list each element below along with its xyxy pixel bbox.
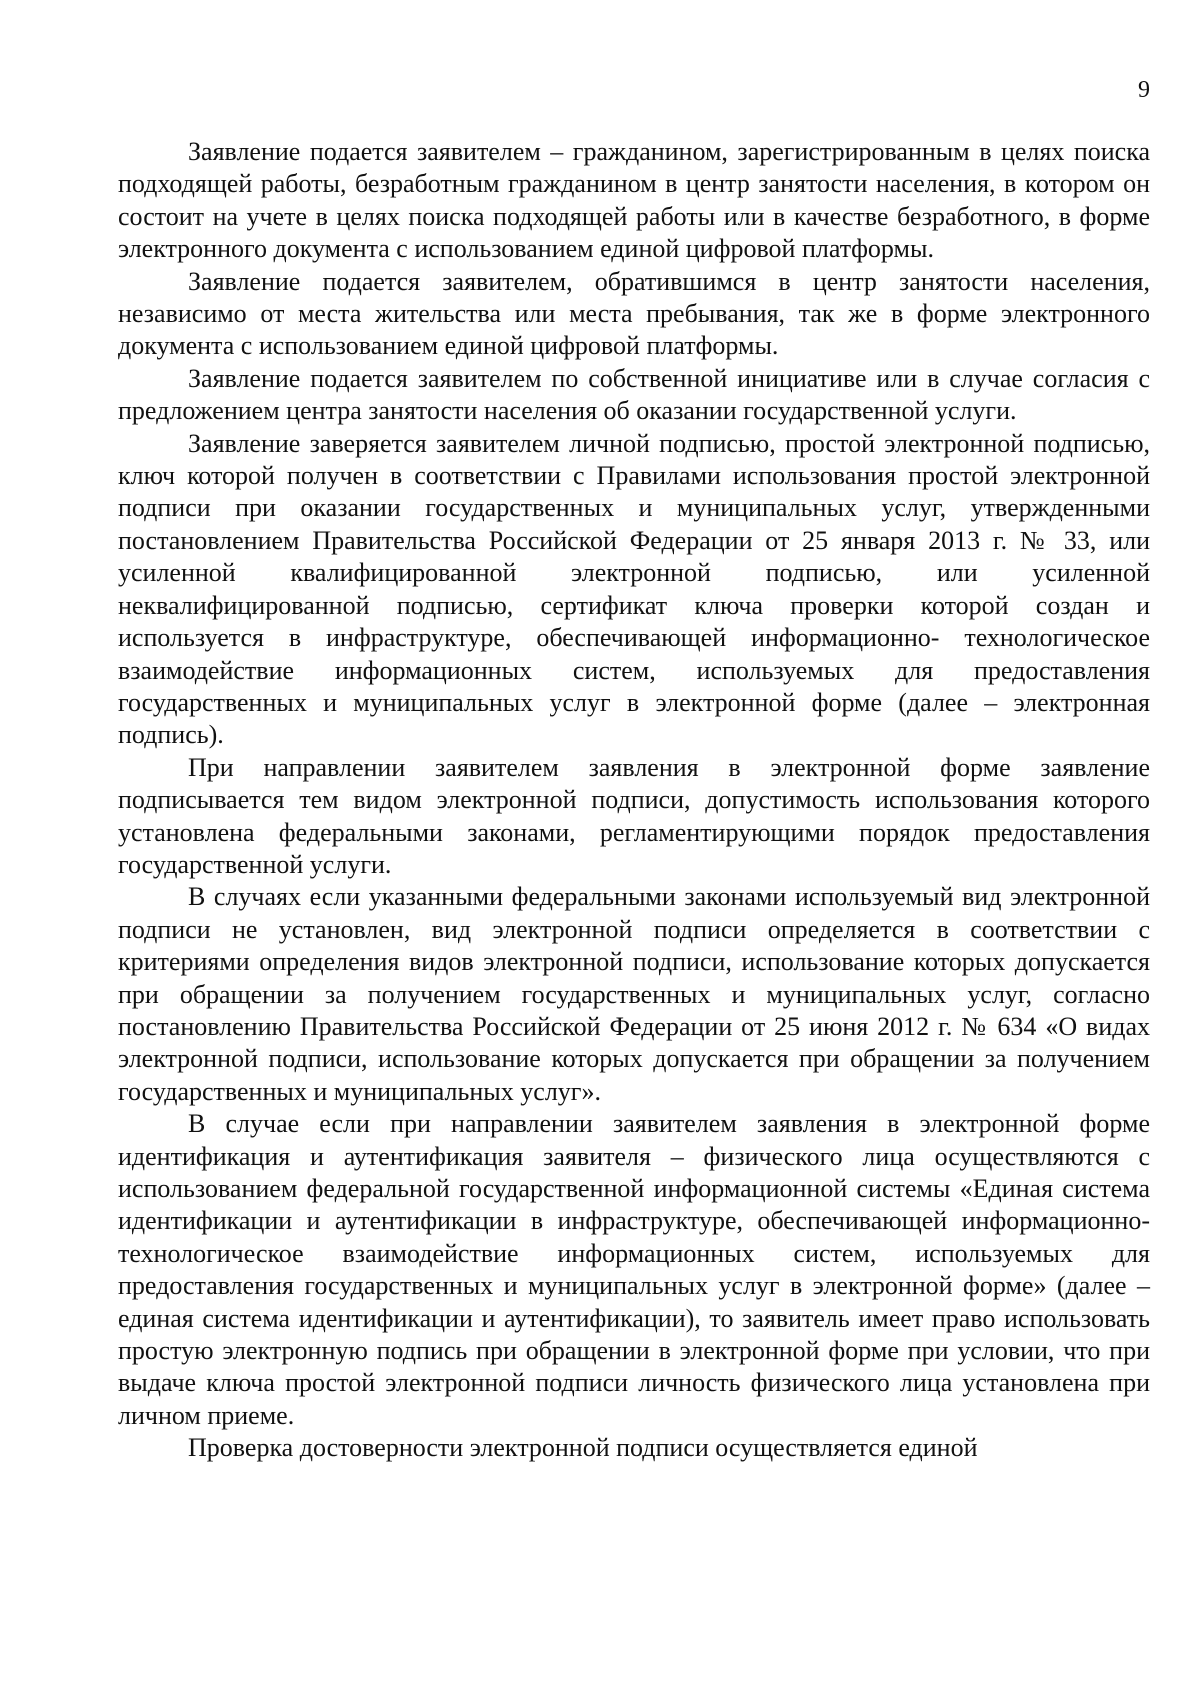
paragraph: Заявление подается заявителем по собственной инициативе или в случае согласия с предложением центра занятости населения об оказании государственной услуги. [118,363,1150,426]
document-body [118,136,1150,1465]
paragraph: Заявление подается заявителем – гражданином, зарегистрированным в целях поиска подходящей работы, безработным гражданином в центр занятости населения, в котором он состоит на учете в целях поиска подходящей работы или в качестве безработного, в форме электронного документа с использованием единой цифровой платформы. [118,137,1150,264]
page-number: 9 [1138,77,1150,103]
paragraph: В случаях если указанными федеральными законами используемый вид электронной подписи не установлен, вид электронной подписи определяется в соответствии с критериями определения видов электронной подписи, использование которых допускается при обращении за получением государственных и муниципальных услуг, согласно постановлению Правительства Российской Федерации от 25 июня 2012 г. № 634 «О видах электронной подписи, использование которых допускается при обращении за получением государственных и муниципальных услуг». [118,882,1150,1106]
paragraph: В случае если при направлении заявителем заявления в электронной форме идентификация и аутентификация заявителя – физического лица осуществляются с использованием федеральной государственной информационной системы «Единая система идентификации и аутентификации в инфраструктуре, обеспечивающей информационно- технологическое взаимодействие информационных систем, используемых для предоставления государственных и муниципальных услуг в электронной форме» (далее – единая система идентификации и аутентификации), то заявитель имеет право использовать простую электронную подпись при обращении в электронной форме при условии, что при выдаче ключа простой электронной подписи личность физического лица установлена при личном приеме. [118,1109,1150,1430]
paragraph: Заявление подается заявителем, обратившимся в центр занятости населения, независимо от места жительства или места пребывания, так же в форме электронного документа с использованием единой цифровой платформы. [118,266,1150,361]
paragraph: Заявление заверяется заявителем личной подписью, простой электронной подписью, ключ которой получен в соответствии с Правилами использования простой электронной подписи при оказании государственных и муниципальных услуг, утвержденными постановлением Правительства Российской Федерации от 25 января 2013 г. № 33, или усиленной квалифицированной электронной подписью, или усиленной неквалифицированной подписью, сертификат ключа проверки которой создан и используется в инфраструктуре, обеспечивающей информационно- технологическое взаимодействие информационных систем, используемых для предоставления государственных и муниципальных услуг в электронной форме (далее – электронная подпись). [118,428,1150,750]
paragraph: При направлении заявителем заявления в электронной форме заявление подписывается тем видом электронной подписи, допустимость использования которого установлена федеральными законами, регламентирующими порядок предоставления государственной услуги. [118,752,1150,879]
paragraph-continued: Проверка достоверности электронной подписи осуществляется единой [188,1433,978,1463]
